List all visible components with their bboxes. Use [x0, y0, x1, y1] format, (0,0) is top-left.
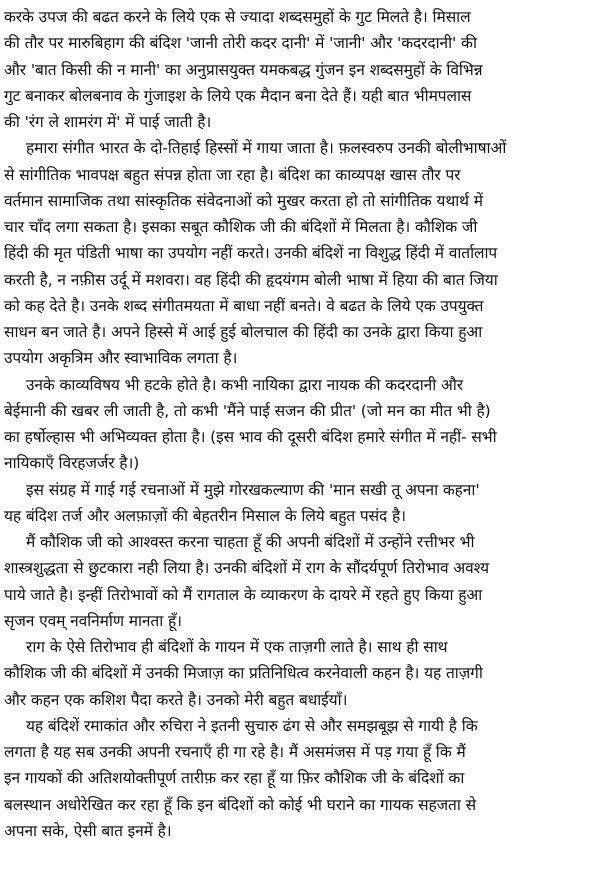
paragraph	[4, 713, 596, 844]
text-line: पाये जाते है। इन्हीं तिरोभावों को मैं रागताल के व्याकरण के दायरे में रहते हुए किया हुआ	[4, 585, 483, 604]
text-line: का हर्षोल्हास भी अभिव्यक्त होता है। (इस भाव की दूसरी बंदिश हमारे संगीत में नहीं- सभी	[4, 428, 497, 446]
text-line: उनके काव्यविषय भी हटके होते है। कभी नायिका द्वारा नायक की कदरदानी और	[26, 375, 463, 394]
text-line: की 'रंग ले शामरंग में' में पाई जाती है।	[4, 113, 212, 131]
document-body	[4, 4, 596, 844]
text-line: मैं कौशिक जी को आश्वस्त करना चाहता हूँ की अपनी बंदिशों में उन्होंने रत्तीभर भी	[26, 533, 475, 551]
text-line: वर्तमान सामाजिक तथा सांस्कृतिक संवेदनाओं को मुखर करता हो तो सांगीतिक यथार्थ में	[4, 191, 483, 210]
text-line: इन गायकों की अतिशयोक्तीपूर्ण तारीफ़ कर रहा हूँ या फ़िर कौशिक जी के बंदिशों का	[4, 769, 465, 788]
text-line: की तौर पर मारुबिहाग की बंदिश 'जानी तोरी कदर दानी' में 'जानी' और 'कदरदानी' की	[4, 34, 477, 53]
text-line: लगता है यह सब उनकी अपनी रचनाएँ ही गा रहे है। मैं असमंजस में पड़ गया हूँ कि मैं	[4, 743, 466, 761]
text-line: बलस्थान अधोरेखित कर रहा हूँ कि इन बंदिशों को कोई भी घराने का गायक सहजता से	[4, 795, 476, 814]
paragraph	[4, 135, 596, 371]
paragraph	[4, 4, 596, 135]
text-line: इस संग्रह में गाई गई रचनाओं में मुझे गोरखकल्याण की 'मान सखी तू अपना कहना'	[26, 480, 480, 499]
text-line: चार चाँद लगा सकता है। इसका सबूत कौशिक जी की बंदिशों में मिलता है। कौशिक जी	[4, 218, 478, 236]
text-line: और कहन एक कशिश पैदा करते है। उनको मेरी बहुत बधाईयाँ।	[4, 690, 348, 709]
text-line: करती है, न नफ़ीस उर्दू में मशवरा। वह हिंदी की हृदयंगम बोली भाषा में हिया की बात जिया	[4, 270, 498, 289]
paragraph	[4, 634, 596, 713]
text-line: और 'बात किसी की न मानी' का अनुप्रासयुक्त यमकबद्ध गुंजन इन शब्दसमुहों के विभिन्न	[4, 60, 483, 79]
paragraph	[4, 529, 596, 634]
text-line: से सांगीतिक भावपक्ष बहुत संपन्न होता जा रहा है। बंदिश का काव्यपक्ष खास तौर पर	[4, 165, 461, 184]
text-line: कौशिक जी की बंदिशों में उनकी मिजाज़ का प्रतिनिधित्व करनेवाली कहन है। यह ताज़गी	[4, 664, 483, 683]
text-line: करके उपज की बढत करने के लिये एक से ज्यादा शब्दसमुहों के गुट मिलते है। मिसाल	[4, 8, 471, 26]
text-line: यह बंदिशें रमाकांत और रुचिरा ने इतनी सुचारु ढंग से और समझबूझ से गायी है कि	[26, 716, 478, 735]
text-line: नायिकाएँ विरहजर्जर है।)	[4, 454, 140, 473]
text-line: सृजन एवम् नवनिर्माण मानता हूँ।	[4, 611, 182, 630]
paragraph	[4, 477, 596, 530]
text-line: यह बंदिश तर्ज और अलफ़ाज़ों की बेहतरीन मिसाल के लिये बहुत पसंद है।	[4, 506, 406, 525]
text-line: अपना सके, ऐसी बात इनमें है।	[4, 821, 172, 840]
text-line: राग के ऐसे तिरोभाव ही बंदिशों के गायन में एक ताज़गी लाते है। साथ ही साथ	[26, 638, 448, 656]
paragraph	[4, 372, 596, 477]
text-line: गुट बनाकर बोलबनाव के गुंजाइश के लिये एक मैदान बना देते हैं। यही बात भीमपलास	[4, 86, 472, 105]
text-line: हमारा संगीत भारत के दो-तिहाई हिस्सों में गाया जाता है। फ़लस्वरुप उनकी बोलीभाषाओं	[26, 139, 507, 158]
text-line: साधन बन जाते है। अपने हिस्से में आई हुई बोलचाल की हिंदी का उनके द्वारा किया हुआ	[4, 323, 483, 341]
text-line: शास्त्रशुद्धता से छुटकारा नही लिया है। उनकी बंदिशों में राग के सौंदर्यपूर्ण तिरोभाव अवश्य	[4, 559, 489, 578]
text-line: उपयोग अकृत्रिम और स्वाभाविक लगता है।	[4, 349, 238, 368]
text-line: हिंदी की मृत पंडिती भाषा का उपयोग नहीं करते। उनकी बंदिशें ना विशुद्ध हिंदी में वार्तालाप	[4, 244, 498, 263]
text-line: बेईमानी की खबर ली जाती है, तो कभी 'मैंने पाई सजन की प्रीत' (जो मन का मीत भी है)	[4, 401, 491, 420]
text-line: को कह देते है। उनके शब्द संगीतमयता में बाधा नहीं बनते। वे बढत के लिये एक उपयुक्त	[4, 296, 484, 315]
